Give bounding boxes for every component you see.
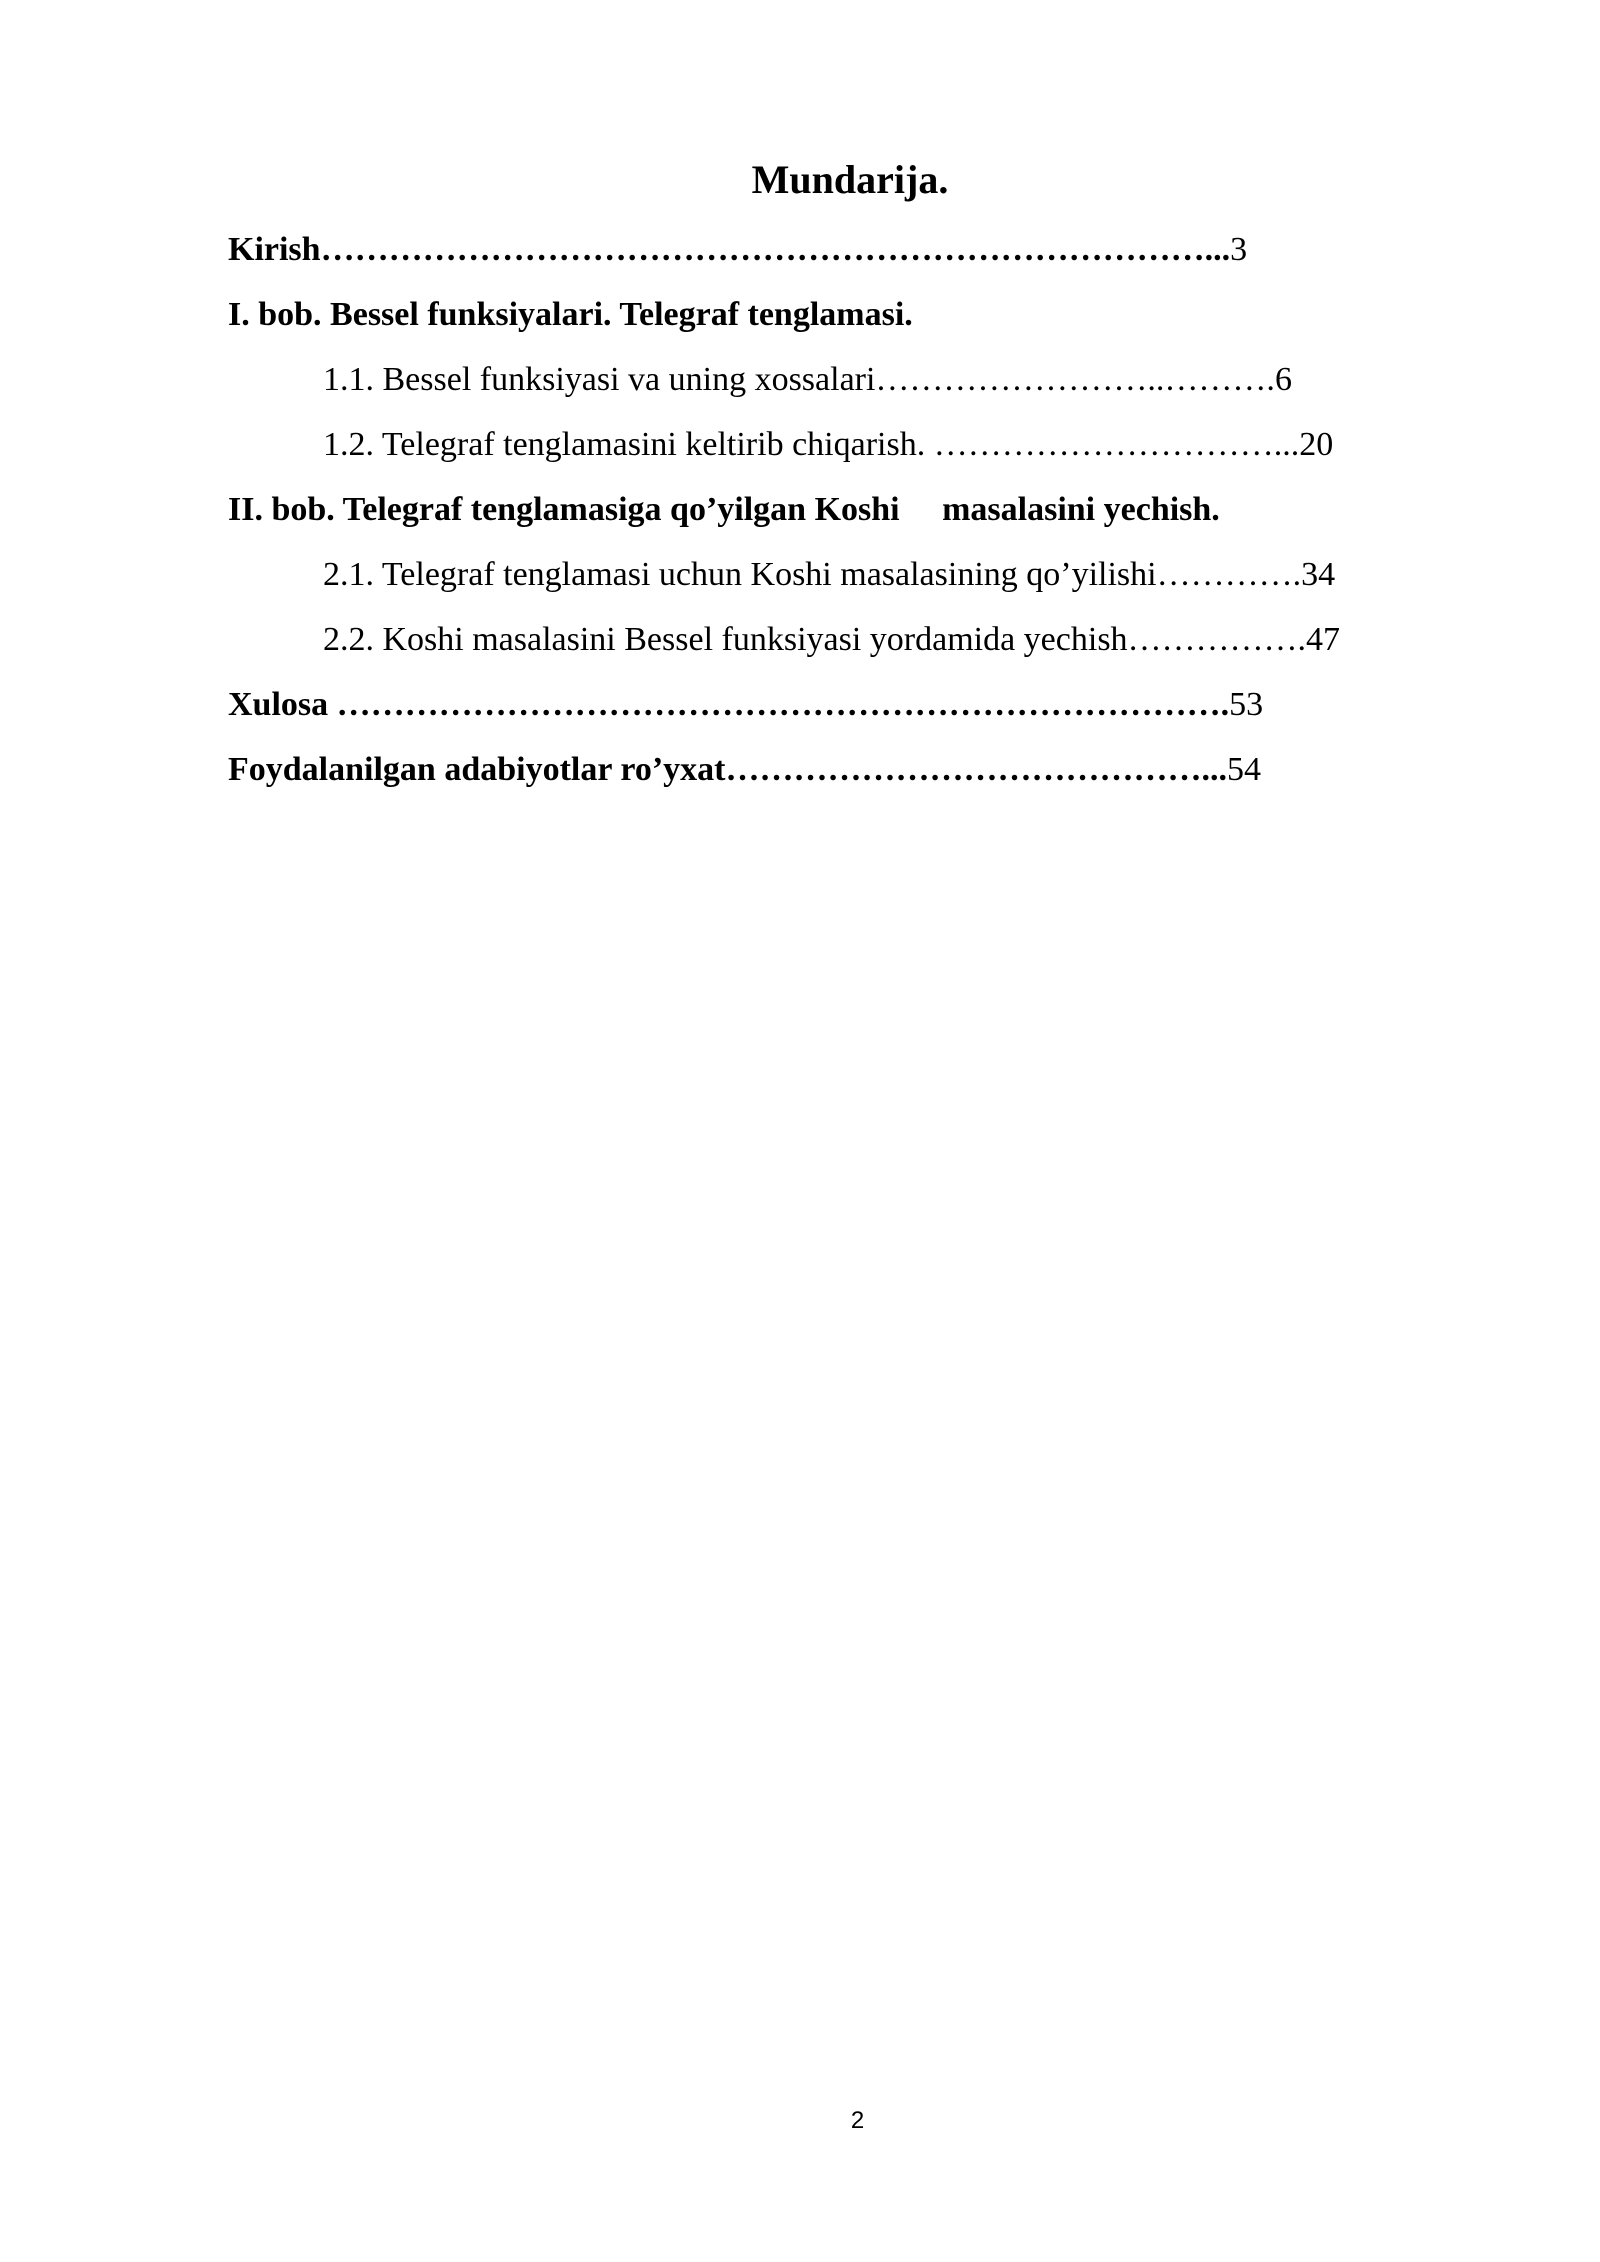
toc-entry-label: 2.1. Telegraf tenglamasi uchun Koshi masalasining qo’yilishi…………. — [323, 556, 1302, 593]
toc-entry-page: 34 — [1301, 556, 1336, 593]
toc-section-1-1[interactable] — [228, 352, 1453, 417]
toc-section-2-2[interactable] — [228, 612, 1453, 677]
table-of-contents — [228, 222, 1453, 807]
toc-entry-page: 6 — [1274, 361, 1292, 398]
toc-entry-page: 47 — [1306, 621, 1341, 658]
toc-entry-xulosa[interactable] — [228, 677, 1453, 742]
toc-entry-label: 2.2. Koshi masalasini Bessel funksiyasi yordamida yechish……………. — [323, 621, 1307, 658]
toc-entry-label: II. bob. Telegraf tenglamasiga qo’yilgan Koshi masalasini yechish. — [228, 491, 1220, 528]
toc-entry-page: 20 — [1299, 426, 1334, 463]
toc-section-1-2[interactable] — [228, 417, 1453, 482]
toc-entry-label: Xulosa ……………………………………………………………………. — [228, 686, 1230, 723]
page-title: Mundarija. — [751, 157, 949, 202]
toc-entry-label: Foydalanilgan adabiyotlar ro’yxat……………………………………... — [228, 751, 1227, 788]
toc-chapter-2[interactable] — [228, 482, 1453, 547]
toc-entry-page: 3 — [1230, 231, 1248, 268]
toc-entry-label: Kirish……………………………………………………………………... — [228, 231, 1231, 268]
toc-entry-page: 53 — [1229, 686, 1264, 723]
toc-entry-page: 54 — [1226, 751, 1261, 788]
toc-entry-kirish[interactable] — [228, 222, 1453, 287]
toc-entry-label: 1.2. Telegraf tenglamasini keltirib chiqarish. …………………………... — [323, 426, 1300, 463]
toc-section-2-1[interactable] — [228, 547, 1453, 612]
toc-entry-adabiyotlar[interactable] — [228, 742, 1453, 807]
toc-entry-label: I. bob. Bessel funksiyalari. Telegraf tenglamasi. — [228, 296, 913, 333]
toc-entry-label: 1.1. Bessel funksiyasi va uning xossalari……………………..………. — [323, 361, 1275, 398]
page-number: 2 — [850, 2107, 865, 2134]
toc-chapter-1[interactable] — [228, 287, 1453, 352]
